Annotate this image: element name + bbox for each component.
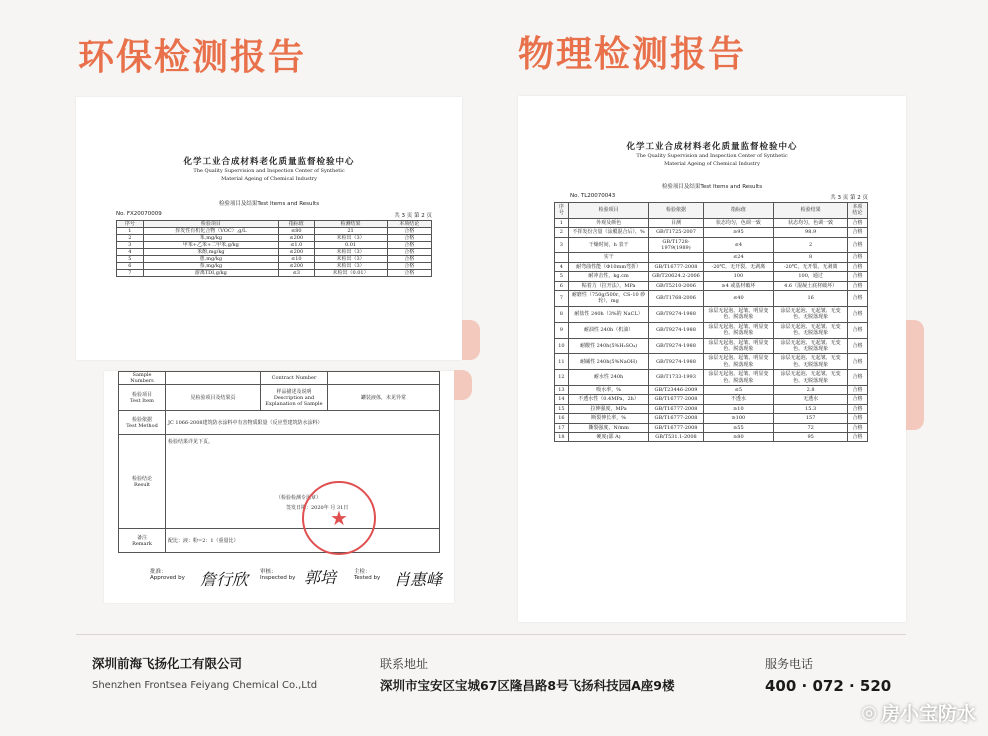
table-cell: 撕裂强度，N/mm bbox=[568, 423, 649, 432]
table-cell: 合格 bbox=[848, 385, 868, 394]
org-header-c bbox=[518, 140, 906, 168]
table-cell: GB/T20624.2-2006 bbox=[649, 272, 703, 281]
table-cell: 3 bbox=[117, 242, 144, 249]
table-cell: 合格 bbox=[387, 242, 431, 249]
org-name-en-2-c: Material Ageing of Chemical Industry bbox=[664, 161, 760, 167]
table-cell: 耐弯曲性能（Φ10mm弯折） bbox=[568, 262, 649, 271]
test-item-value: 见检验项目及结果页 bbox=[166, 385, 261, 411]
table-cell: 0.01 bbox=[314, 242, 387, 249]
table-cell: GB/T16777-2008 bbox=[649, 423, 703, 432]
env-report-sheet bbox=[76, 97, 462, 360]
table-cell: 甲苯+乙苯+二甲苯,g/kg bbox=[143, 242, 278, 249]
table-cell: 外观及颜色 bbox=[568, 218, 649, 227]
table-cell: ≤200 bbox=[279, 249, 315, 256]
table-cell: 合格 bbox=[848, 272, 868, 281]
table-cell: 吸水率，% bbox=[568, 385, 649, 394]
items-title: 检验项目及结果Test Items and Results bbox=[218, 201, 320, 207]
remark-en: Remark bbox=[132, 540, 152, 547]
table-header-cell: 本项结论 bbox=[848, 203, 868, 219]
table-cell: GB/T16777-2008 bbox=[649, 414, 703, 423]
table-cell: 合格 bbox=[848, 262, 868, 271]
table-cell: 合格 bbox=[387, 256, 431, 263]
table-cell: 涂层无起泡、无起皱、无变色、无脱落现象 bbox=[774, 306, 848, 322]
tested-en: Tested by bbox=[354, 575, 381, 581]
table-cell: 合格 bbox=[848, 291, 868, 307]
result-label: 检验结论 bbox=[131, 475, 152, 482]
org-name-en-1: The Quality Supervision and Inspection Center of Synthetic bbox=[193, 168, 345, 174]
table-row bbox=[117, 256, 432, 263]
table-cell: 16 bbox=[774, 291, 848, 307]
table-cell bbox=[555, 253, 569, 262]
table-row bbox=[555, 253, 868, 262]
table-cell: 合格 bbox=[848, 354, 868, 370]
table-cell: ≥10 bbox=[703, 404, 774, 413]
table-row bbox=[555, 218, 868, 227]
table-row bbox=[555, 404, 868, 413]
table-cell: 合格 bbox=[848, 414, 868, 423]
company-name-cn: 深圳前海飞扬化工有限公司 bbox=[92, 656, 243, 671]
table-cell: ≤40 bbox=[703, 291, 774, 307]
table-cell: 2.8 bbox=[774, 385, 848, 394]
table-row bbox=[555, 291, 868, 307]
table-header-cell: 指标值 bbox=[279, 221, 315, 228]
table-row bbox=[117, 270, 432, 277]
table-cell: 合格 bbox=[848, 281, 868, 290]
report-number-c: No. TL20070043 bbox=[570, 193, 616, 199]
company-name-en: Shenzhen Frontsea Feiyang Chemical Co.,Ltd bbox=[92, 680, 318, 691]
table-cell: 95 bbox=[774, 432, 848, 441]
issue-date: 签发日期：2020年 月 31日 bbox=[286, 505, 349, 511]
table-cell: ≥95 bbox=[703, 228, 774, 237]
table-cell: 157 bbox=[774, 414, 848, 423]
table-cell: 15.3 bbox=[774, 404, 848, 413]
table-row bbox=[117, 228, 432, 235]
conclusion-table bbox=[118, 371, 440, 553]
table-cell: 合格 bbox=[387, 270, 431, 277]
table-row bbox=[117, 235, 432, 242]
address-label: 联系地址 bbox=[380, 657, 429, 671]
table-cell: 1 bbox=[555, 218, 569, 227]
table-cell: 状态均匀，色调一致 bbox=[703, 218, 774, 227]
table-cell: 耐水性 240h bbox=[568, 370, 649, 386]
table-cell: ≤4 bbox=[703, 237, 774, 253]
table-cell: GB/T16777-2008 bbox=[649, 404, 703, 413]
page-indicator-c: 共 3 页 第 2 页 bbox=[830, 195, 868, 201]
table-cell: 目测 bbox=[649, 218, 703, 227]
inspected-signature: 郭培 bbox=[304, 568, 337, 587]
table-cell: ≤5 bbox=[703, 385, 774, 394]
table-cell: GB/T9274-1988 bbox=[649, 322, 703, 338]
table-cell: ≤3 bbox=[279, 270, 315, 277]
table-cell: 合格 bbox=[848, 237, 868, 253]
table-cell: 无透水 bbox=[774, 395, 848, 404]
watermark-text: 房小宝防水 bbox=[880, 703, 976, 725]
table-cell: 12 bbox=[555, 370, 569, 386]
physical-results-table bbox=[554, 202, 868, 442]
table-cell: 涂层无起泡、起皱、明显变色、脱落现象 bbox=[703, 338, 774, 354]
table-cell: 耐碱性 240h(5%NaOH) bbox=[568, 354, 649, 370]
table-cell: GB/T1725-2007 bbox=[649, 228, 703, 237]
table-cell: 不透水 bbox=[703, 395, 774, 404]
table-cell: 72 bbox=[774, 423, 848, 432]
table-cell: 6 bbox=[117, 263, 144, 270]
items-title-c: 检验项目及结果Test Items and Results bbox=[661, 184, 763, 190]
table-header-cell: 检验依据 bbox=[649, 203, 703, 219]
table-cell: 不挥发份含量（涂膜混合后），% bbox=[568, 228, 649, 237]
address-text: 深圳市宝安区宝城67区隆昌路8号飞扬科技园A座9楼 bbox=[380, 678, 675, 693]
test-item-label: 检验项目 bbox=[131, 391, 152, 398]
table-cell: GB/T1768-2006 bbox=[649, 291, 703, 307]
table-cell: 未检出（3） bbox=[314, 235, 387, 242]
desc-value: 罐装液体，未见异常 bbox=[328, 385, 440, 411]
table-header-cell: 指标值 bbox=[703, 203, 774, 219]
table-cell: 耐酸性 240h(5%H₂SO₄) bbox=[568, 338, 649, 354]
table-cell: 100，通过 bbox=[774, 272, 848, 281]
seal-edge bbox=[462, 320, 480, 360]
table-cell: 7 bbox=[555, 291, 569, 307]
table-cell: 100 bbox=[703, 272, 774, 281]
table-cell: 未检出（3） bbox=[314, 256, 387, 263]
table-cell: 21 bbox=[314, 228, 387, 235]
table-row bbox=[555, 322, 868, 338]
table-row bbox=[555, 414, 868, 423]
table-header-cell: 检验项目 bbox=[143, 221, 278, 228]
test-item-en: Test Item bbox=[130, 397, 154, 404]
table-row bbox=[555, 228, 868, 237]
table-cell: 拉伸强度，MPa bbox=[568, 404, 649, 413]
result-value: 检验结果详见下页。 bbox=[168, 439, 214, 445]
table-cell: 11 bbox=[555, 354, 569, 370]
table-cell: 合格 bbox=[387, 228, 431, 235]
table-row bbox=[555, 306, 868, 322]
table-cell: 5 bbox=[555, 272, 569, 281]
table-cell: GB/T9274-1988 bbox=[649, 354, 703, 370]
table-cell: 98.9 bbox=[774, 228, 848, 237]
table-cell: 2 bbox=[555, 228, 569, 237]
method-value: JC 1066-2008建筑防水涂料中有害物质限量（反应型建筑防水涂料） bbox=[166, 411, 440, 435]
remark-label: 备注 bbox=[136, 534, 147, 541]
table-header-cell: 本项结论 bbox=[387, 221, 431, 228]
report-number: No. FX20070009 bbox=[116, 211, 162, 217]
table-cell: 苯,mg/kg bbox=[143, 235, 278, 242]
table-cell: 涂层无起泡、无起皱、无变色、无脱落现象 bbox=[774, 354, 848, 370]
approved-en: Approved by bbox=[150, 575, 185, 581]
table-cell: 未检出（3） bbox=[314, 263, 387, 270]
org-name-en-1-c: The Quality Supervision and Inspection Center of Synthetic bbox=[636, 153, 788, 159]
method-en: Test Method bbox=[126, 422, 158, 429]
table-cell: 2 bbox=[774, 237, 848, 253]
table-row bbox=[555, 281, 868, 290]
table-cell: 实干 bbox=[568, 253, 649, 262]
table-row bbox=[555, 423, 868, 432]
table-cell: 干燥时间，h 表干 bbox=[568, 237, 649, 253]
table-row bbox=[555, 237, 868, 253]
table-cell: 未检出（3） bbox=[314, 249, 387, 256]
table-cell: ≤24 bbox=[703, 253, 774, 262]
table-cell: 合格 bbox=[848, 306, 868, 322]
table-cell: 状态均匀，色调一致 bbox=[774, 218, 848, 227]
desc-label: 样品描述及说明 bbox=[276, 388, 312, 395]
table-cell: 蒽,mg/kg bbox=[143, 256, 278, 263]
table-cell: -20℃，无开裂、无剥离 bbox=[703, 262, 774, 271]
table-cell: ≤10 bbox=[279, 256, 315, 263]
approved-signature: 詹行欣 bbox=[200, 570, 249, 589]
table-cell: 硬度(邵 A) bbox=[568, 432, 649, 441]
footer-divider bbox=[76, 634, 906, 635]
table-cell: 10 bbox=[555, 338, 569, 354]
tested-label: 主检： bbox=[354, 569, 371, 575]
table-cell: GB/T9274-1988 bbox=[649, 306, 703, 322]
table-cell: GB/T16777-2008 bbox=[649, 395, 703, 404]
table-cell: 合格 bbox=[387, 235, 431, 242]
table-cell: 5 bbox=[117, 256, 144, 263]
table-cell: 18 bbox=[555, 432, 569, 441]
seal-edge-3 bbox=[906, 320, 924, 430]
page-indicator: 共 3 页 第 2 页 bbox=[394, 213, 432, 219]
table-cell: GB/T16777-2008 bbox=[649, 262, 703, 271]
table-cell: GB/T9274-1988 bbox=[649, 338, 703, 354]
table-cell: 2 bbox=[117, 235, 144, 242]
org-name-cn: 化学工业合成材料老化质量监督检验中心 bbox=[183, 157, 355, 167]
table-cell: ≤1.0 bbox=[279, 242, 315, 249]
table-cell: 合格 bbox=[848, 322, 868, 338]
table-cell: GB/T5210-2006 bbox=[649, 281, 703, 290]
table-cell: 耐盐性 240h（3%的 NaCL） bbox=[568, 306, 649, 322]
desc-en: Description and Explanation of Sample bbox=[265, 394, 323, 407]
table-cell: 合格 bbox=[848, 228, 868, 237]
table-cell: 15 bbox=[555, 404, 569, 413]
table-row bbox=[117, 263, 432, 270]
table-cell: 合格 bbox=[848, 395, 868, 404]
table-cell: 萘,mg/kg bbox=[143, 263, 278, 270]
approved-label: 批准： bbox=[150, 569, 167, 575]
table-cell: 苯酚,mg/kg bbox=[143, 249, 278, 256]
inspected-block bbox=[260, 567, 295, 581]
table-cell: 粘着力（拉开法），MPa bbox=[568, 281, 649, 290]
table-cell: 涂层无起泡、无起皱、无变色、无脱落现象 bbox=[774, 338, 848, 354]
table-cell: 合格 bbox=[848, 432, 868, 441]
inspected-label: 审核： bbox=[260, 569, 277, 575]
tested-signature: 肖惠峰 bbox=[394, 570, 443, 589]
table-cell: 9 bbox=[555, 322, 569, 338]
table-cell: 7 bbox=[117, 270, 144, 277]
conclusion-sheet bbox=[104, 371, 454, 603]
table-cell: ≤200 bbox=[279, 235, 315, 242]
table-row bbox=[555, 272, 868, 281]
table-cell: 涂层无起泡、无起皱、无变色、无脱落现象 bbox=[774, 370, 848, 386]
table-row bbox=[555, 395, 868, 404]
table-cell: ≤80 bbox=[279, 228, 315, 235]
inspected-en: Inspected by bbox=[260, 575, 296, 581]
table-cell: 涂层无起泡、无起皱、无变色、无脱落现象 bbox=[774, 322, 848, 338]
table-header-cell: 检测结果 bbox=[314, 221, 387, 228]
table-cell: 合格 bbox=[848, 404, 868, 413]
env-report-heading: 环保检测报告 bbox=[78, 37, 307, 78]
table-cell: GB/T23446-2009 bbox=[649, 385, 703, 394]
table-cell: 合格 bbox=[387, 249, 431, 256]
table-cell: 合格 bbox=[848, 253, 868, 262]
sample-numbers-label: Sample Numbers bbox=[119, 372, 166, 385]
table-row bbox=[555, 354, 868, 370]
table-cell: 断裂伸长率，% bbox=[568, 414, 649, 423]
table-cell: 6 bbox=[555, 281, 569, 290]
table-cell: 涂层无起泡、起皱、明显变色、脱落现象 bbox=[703, 306, 774, 322]
table-cell: GB/T1728-1979(1989) bbox=[649, 237, 703, 253]
watermark bbox=[861, 699, 976, 726]
table-cell: -20℃，无开裂、无剥离 bbox=[774, 262, 848, 271]
table-header-cell: 检验项目 bbox=[568, 203, 649, 219]
table-cell: 16 bbox=[555, 414, 569, 423]
table-header-cell: 序号 bbox=[555, 203, 569, 219]
table-cell: 未检出（0.01） bbox=[314, 270, 387, 277]
table-row bbox=[555, 262, 868, 271]
table-cell: ≥4 或基材破坏 bbox=[703, 281, 774, 290]
table-cell bbox=[649, 253, 703, 262]
table-cell: 耐冲击性，kg.cm bbox=[568, 272, 649, 281]
table-cell: 涂层无起泡、起皱、明显变色、脱落现象 bbox=[703, 354, 774, 370]
table-cell: 13 bbox=[555, 385, 569, 394]
stamp-text: （检验检测专用章） bbox=[276, 495, 322, 501]
physical-report-sheet bbox=[518, 96, 906, 622]
table-cell: ≤200 bbox=[279, 263, 315, 270]
wechat-icon: ◎ bbox=[861, 702, 877, 723]
contract-number-label: Contract Number bbox=[261, 372, 328, 385]
table-cell: ≥80 bbox=[703, 432, 774, 441]
org-name-cn-c: 化学工业合成材料老化质量监督检验中心 bbox=[626, 142, 798, 152]
table-row bbox=[555, 370, 868, 386]
table-cell: 8 bbox=[774, 253, 848, 262]
table-cell: 合格 bbox=[848, 218, 868, 227]
table-cell: 14 bbox=[555, 395, 569, 404]
approved-block bbox=[150, 567, 185, 581]
table-cell: 合格 bbox=[848, 370, 868, 386]
table-row bbox=[555, 338, 868, 354]
remark-value: 配比：液：粉=2：1（重量比） bbox=[166, 529, 440, 553]
method-label: 检验依据 bbox=[131, 416, 152, 423]
tested-block bbox=[354, 567, 380, 581]
table-row bbox=[555, 385, 868, 394]
table-cell: ≥55 bbox=[703, 423, 774, 432]
table-cell: 4 bbox=[555, 262, 569, 271]
table-cell: 耐油性 240h（机油） bbox=[568, 322, 649, 338]
table-cell: 不透水性（0.4MPa，2h） bbox=[568, 395, 649, 404]
table-cell: 游离TDI,g/kg bbox=[143, 270, 278, 277]
table-cell: 8 bbox=[555, 306, 569, 322]
table-cell: GB/T531.1-2008 bbox=[649, 432, 703, 441]
table-cell: 挥发性有机化合物（VOC）,g/L bbox=[143, 228, 278, 235]
org-header bbox=[76, 155, 462, 183]
seal-edge-2 bbox=[454, 370, 472, 400]
env-results-table bbox=[116, 220, 432, 277]
table-cell: ≥100 bbox=[703, 414, 774, 423]
result-en: Result bbox=[133, 481, 151, 488]
table-cell: 合格 bbox=[848, 423, 868, 432]
table-cell: 3 bbox=[555, 237, 569, 253]
table-cell: 耐磨性（750g/500r，CS-10 砂轮），mg bbox=[568, 291, 649, 307]
table-row bbox=[117, 249, 432, 256]
table-cell: 涂层无起泡、起皱、明显变色、脱落现象 bbox=[703, 322, 774, 338]
table-cell: 1 bbox=[117, 228, 144, 235]
phone-label: 服务电话 bbox=[765, 657, 814, 671]
table-cell: 合格 bbox=[387, 263, 431, 270]
table-cell: 合格 bbox=[848, 338, 868, 354]
physical-report-heading: 物理检测报告 bbox=[518, 34, 747, 75]
table-cell: 4.6（混凝土底材破坏） bbox=[774, 281, 848, 290]
org-name-en-2: Material Ageing of Chemical Industry bbox=[221, 176, 317, 182]
table-cell: 17 bbox=[555, 423, 569, 432]
table-cell: 涂层无起泡、起皱、明显变色、脱落现象 bbox=[703, 370, 774, 386]
red-seal-icon: ★ bbox=[302, 481, 376, 555]
table-row bbox=[555, 432, 868, 441]
table-cell: GB/T1733-1993 bbox=[649, 370, 703, 386]
table-row bbox=[117, 242, 432, 249]
table-cell: 4 bbox=[117, 249, 144, 256]
table-header-cell: 检验结果 bbox=[774, 203, 848, 219]
table-header-cell: 序号 bbox=[117, 221, 144, 228]
phone-number: 400 · 072 · 520 bbox=[765, 677, 892, 695]
